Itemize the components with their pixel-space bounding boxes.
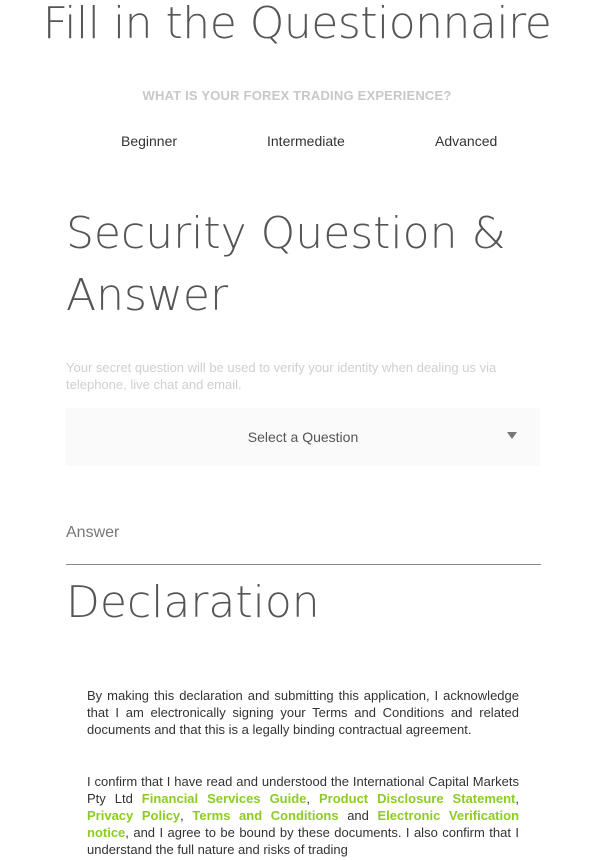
privacy-policy-link[interactable]: Privacy Policy bbox=[87, 808, 181, 823]
declaration-intro-text: I confirm that I have read and understood the International Capital Markets Pty Ltd bbox=[87, 774, 519, 806]
security-answer-input[interactable] bbox=[66, 516, 541, 565]
declaration-paragraph-2: I confirm that I have read and understood the International Capital Markets Pty Ltd Financial Services Guide, Product Disclosure Statement, Privacy Policy, Terms and Conditions and Electronic Verification notice, and I agree to be bound by these documents. I also confirm that I understand the full nature and risks of trading bbox=[87, 774, 520, 857]
security-question-select-value: Select a Question bbox=[247, 429, 359, 445]
caret-down-icon bbox=[507, 432, 517, 439]
terms-and-conditions-link[interactable]: Terms and Conditions bbox=[192, 808, 339, 823]
product-disclosure-statement-link[interactable]: Product Disclosure Statement bbox=[319, 791, 516, 806]
security-section-title: Security Question & Answer bbox=[66, 208, 506, 321]
electronic-verification-notice-link[interactable]: Electronic Verification notice bbox=[87, 808, 520, 840]
declaration-outro-text: , and I agree to be bound by these documents. I also confirm that I understand the full nature and risks of trading bbox=[87, 825, 519, 857]
financial-services-guide-link[interactable]: Financial Services Guide bbox=[141, 791, 307, 806]
experience-question-label: WHAT IS YOUR FOREX TRADING EXPERIENCE? bbox=[142, 88, 452, 103]
security-description: Your secret question will be used to verify your identity when dealing us via telephone, live chat and email. bbox=[66, 360, 497, 392]
answer-placeholder: Answer bbox=[66, 524, 120, 541]
experience-option-intermediate[interactable]: Intermediate bbox=[267, 133, 345, 149]
declaration-section-title: Declaration bbox=[66, 577, 320, 628]
security-question-select[interactable] bbox=[66, 408, 540, 466]
experience-option-advanced[interactable]: Advanced bbox=[435, 133, 498, 149]
page-title: Fill in the Questionnaire bbox=[42, 0, 552, 49]
experience-option-beginner[interactable]: Beginner bbox=[121, 133, 178, 149]
declaration-paragraph-1: By making this declaration and submitting this application, I acknowledge that I am electronically signing your Terms and Conditions and related documents and that this is a legally binding contractual agreement. bbox=[87, 688, 519, 737]
